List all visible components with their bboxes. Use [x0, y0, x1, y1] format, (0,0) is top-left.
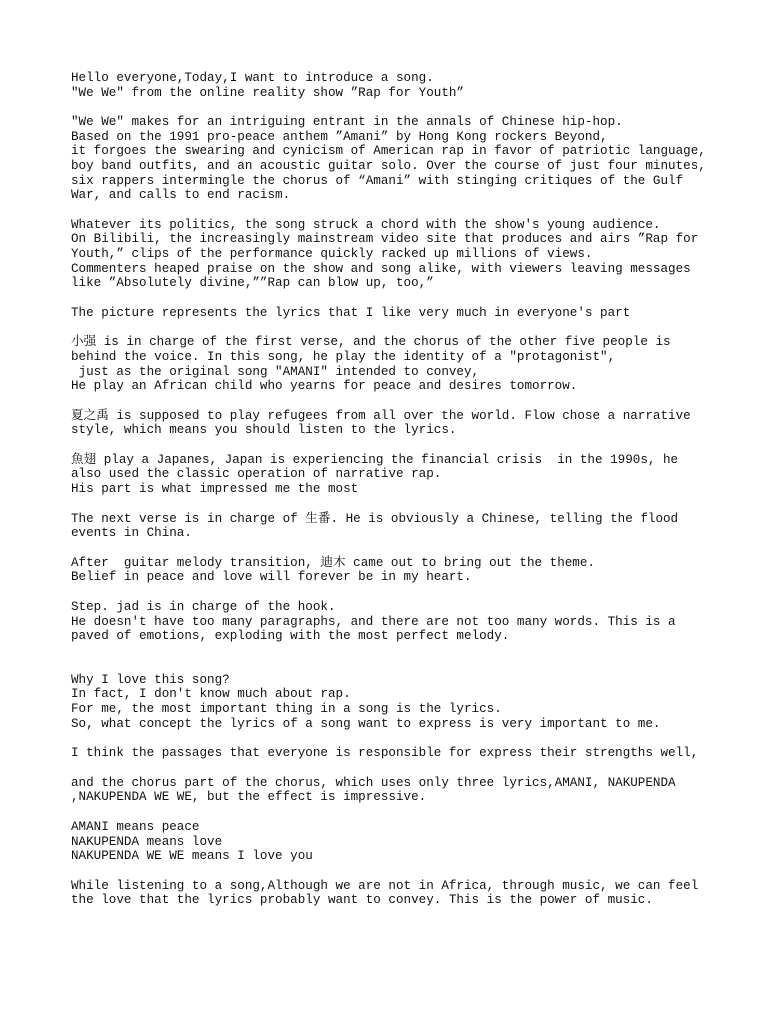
paragraph-next-verse: [71, 512, 711, 541]
paragraph-picture-note: [71, 306, 711, 321]
text-line: Based on the 1991 pro-peace anthem ”Amani” by Hong Kong rockers Beyond,: [71, 129, 608, 144]
text-line: NAKUPENDA WE WE means I love you: [71, 849, 313, 864]
text-line: 夏之禹 is supposed to play refugees from all over the world. Flow chose a narrative style, which means you should listen to the lyrics.: [71, 408, 699, 438]
paragraph-passages: [71, 746, 711, 761]
paragraph-guitar-transition: [71, 556, 711, 585]
document-page: [71, 71, 711, 923]
text-line: Commenters heaped praise on the show and song alike, with viewers leaving messages like ”Absolutely divine,””Rap can blow up, too,”: [71, 261, 699, 291]
text-line: it forgoes the swearing and cynicism of American rap in favor of patriotic language,: [71, 144, 706, 159]
text-line: 魚翅 play a Japanes, Japan is experiencing the financial crisis in the 1990s, he also used the classic operation of narrative rap.: [71, 452, 686, 482]
paragraph-first-verse: [71, 335, 711, 393]
paragraph-hook: [71, 600, 711, 644]
text-line: boy band outfits, and an acoustic guitar solo. Over the course of just four minutes,: [71, 158, 706, 173]
text-line: He play an African child who yearns for peace and desires tomorrow.: [71, 379, 578, 394]
text-line: NAKUPENDA means love: [71, 834, 223, 849]
paragraph-meanings: [71, 820, 711, 864]
text-line: In fact, I don't know much about rap.: [71, 687, 351, 702]
paragraph-background: [71, 115, 711, 203]
text-line: Belief in peace and love will forever be in my heart.: [71, 570, 472, 585]
text-line: "We We" makes for an intriguing entrant in the annals of Chinese hip-hop.: [71, 115, 623, 130]
text-line: Why I love this song?: [71, 672, 230, 687]
paragraph-intro: [71, 71, 711, 100]
text-line: While listening to a song,Although we are not in Africa, through music, we can feel the love that the lyrics probably want to convey. This is the power of music.: [71, 878, 706, 908]
paragraph-reception: [71, 218, 711, 291]
paragraph-japan: [71, 453, 711, 497]
text-line: Hello everyone,Today,I want to introduce a song.: [71, 71, 434, 85]
paragraph-conclusion: [71, 879, 711, 908]
paragraph-refugees: [71, 409, 711, 438]
text-line: Whatever its politics, the song struck a chord with the show's young audience.: [71, 217, 661, 232]
text-line: The next verse is in charge of 生番. He is obviously a Chinese, telling the flood events in China.: [71, 511, 686, 541]
text-line: The picture represents the lyrics that I like very much in everyone's part: [71, 305, 631, 320]
text-line: For me, the most important thing in a song is the lyrics.: [71, 702, 502, 716]
text-line: On Bilibili, the increasingly mainstream video site that produces and airs ”Rap for Youth,” clips of the performance quickly racked up millions of views.: [71, 232, 706, 261]
text-line: 小强 is in charge of the first verse, and the chorus of the other five people is behind the voice. In this song, he play the identity of a "protagonist",: [71, 335, 679, 364]
text-line: just as the original song "AMANI" intended to convey,: [71, 364, 480, 379]
text-line: So, what concept the lyrics of a song want to express is very important to me.: [71, 716, 661, 731]
text-line: He doesn't have too many paragraphs, and there are not too many words. This is a paved of emotions, exploding with the most perfect melody.: [71, 614, 684, 644]
paragraph-why-love: [71, 673, 711, 731]
text-line: six rappers intermingle the chorus of “Amani” with stinging critiques of the Gulf War, and calls to end racism.: [71, 173, 691, 203]
text-line: and the chorus part of the chorus, which uses only three lyrics,AMANI, NAKUPENDA ,NAKUPENDA WE WE, but the effect is impressive.: [71, 775, 684, 805]
text-line: AMANI means peace: [71, 819, 200, 834]
text-line: I think the passages that everyone is responsible for express their strengths well,: [71, 746, 699, 761]
text-line: After guitar melody transition, 迪木 came out to bring out the theme.: [71, 555, 595, 570]
text-line: "We We" from the online reality show ”Rap for Youth”: [71, 85, 464, 100]
text-line: Step. jad is in charge of the hook.: [71, 600, 336, 615]
text-line: His part is what impressed me the most: [71, 482, 359, 497]
paragraph-chorus: [71, 776, 711, 805]
